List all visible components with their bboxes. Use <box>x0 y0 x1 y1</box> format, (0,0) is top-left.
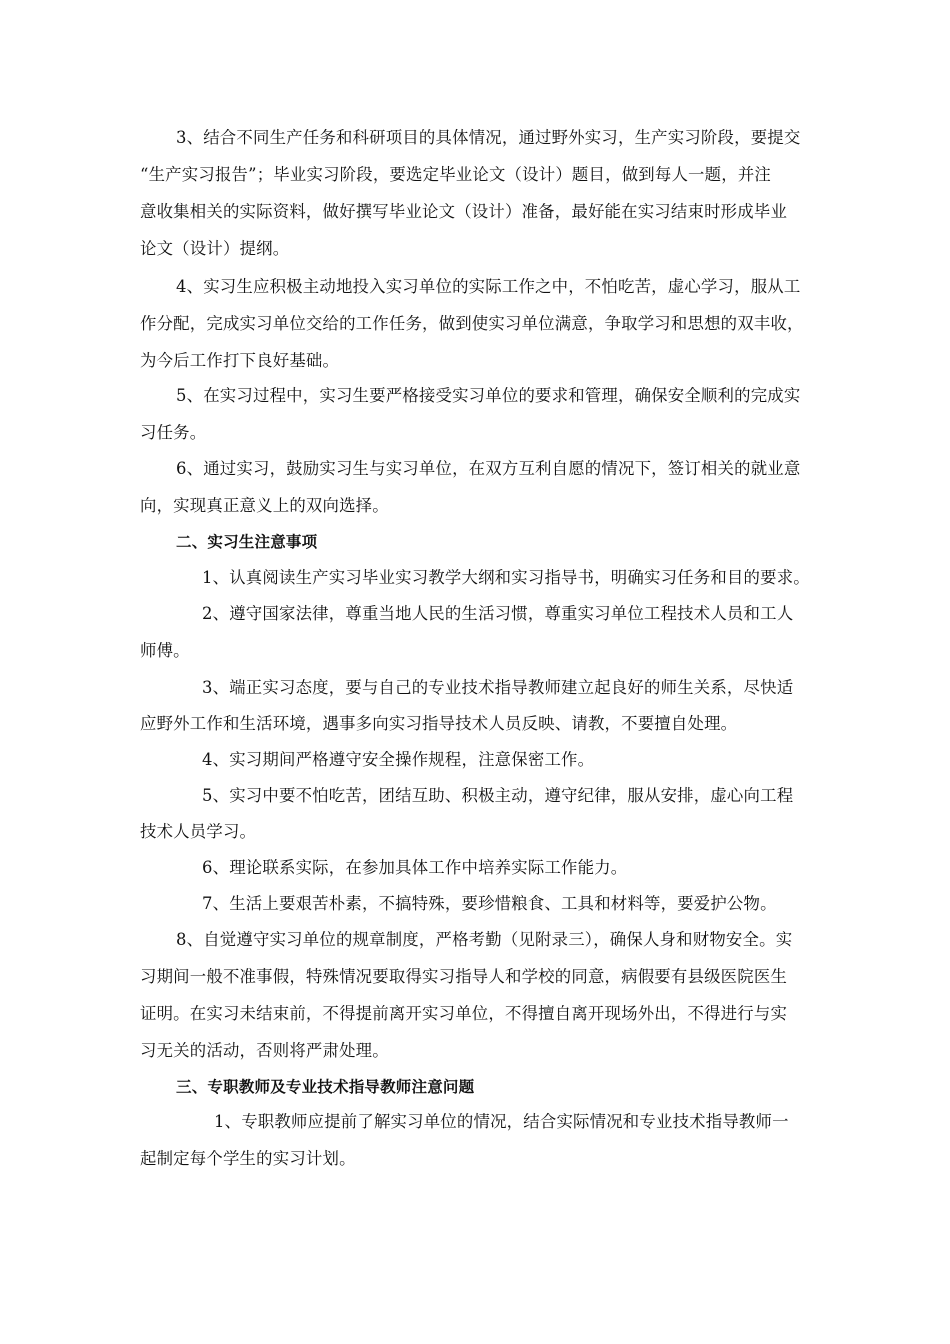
section-2-item-2-line-1: 2、遵守国家法律，尊重当地人民的生活习惯，尊重实习单位工程技术人员和工人 <box>202 604 794 623</box>
paragraph-6-line-1: 6、通过实习，鼓励实习生与实习单位，在双方互利自愿的情况下，签订相关的就业意 <box>176 459 801 478</box>
section-2-item-1: 1、认真阅读生产实习毕业实习教学大纲和实习指导书，明确实习任务和目的要求。 <box>202 568 810 587</box>
paragraph-4-line-3: 为今后工作打下良好基础。 <box>140 351 340 370</box>
section-2-item-3-line-1: 3、端正实习态度，要与自己的专业技术指导教师建立起良好的师生关系，尽快适 <box>202 678 794 697</box>
section-2-item-8-line-3: 证明。在实习未结束前，不得提前离开实习单位，不得擅自离开现场外出，不得进行与实 <box>140 1004 788 1023</box>
section-2-item-8-line-2: 习期间一般不准事假，特殊情况要取得实习指导人和学校的同意，病假要有县级医院医生 <box>140 967 788 986</box>
section-3-item-1-line-1: 1、专职教师应提前了解实习单位的情况，结合实际情况和专业技术指导教师一 <box>214 1112 789 1131</box>
section-2-item-4: 4、实习期间严格遵守安全操作规程，注意保密工作。 <box>202 750 595 769</box>
section-2-item-3-line-2: 应野外工作和生活环境，遇事多向实习指导技术人员反映、请教，不要擅自处理。 <box>140 714 738 733</box>
paragraph-3-line-1: 3、结合不同生产任务和科研项目的具体情况，通过野外实习，生产实习阶段，要提交 <box>176 128 801 147</box>
section-2-item-7: 7、生活上要艰苦朴素，不搞特殊，要珍惜粮食、工具和材料等，要爱护公物。 <box>202 894 777 913</box>
section-2-item-8-line-1: 8、自觉遵守实习单位的规章制度，严格考勤（见附录三），确保人身和财物安全。实 <box>176 930 793 949</box>
section-2-item-5-line-1: 5、实习中要不怕吃苦，团结互助、积极主动，遵守纪律，服从安排，虚心向工程 <box>202 786 794 805</box>
paragraph-3-line-4: 论文（设计）提纲。 <box>140 239 290 258</box>
paragraph-5-line-2: 习任务。 <box>140 423 207 442</box>
section-3-heading: 三、专职教师及专业技术指导教师注意问题 <box>176 1078 475 1096</box>
section-2-item-2-line-2: 师傅。 <box>140 641 190 660</box>
paragraph-6-line-2: 向，实现真正意义上的双向选择。 <box>140 496 389 515</box>
section-2-item-5-line-2: 技术人员学习。 <box>140 822 257 841</box>
section-2-item-8-line-4: 习无关的活动，否则将严肃处理。 <box>140 1041 389 1060</box>
paragraph-4-line-2: 作分配，完成实习单位交给的工作任务，做到使实习单位满意，争取学习和思想的双丰收， <box>140 314 804 333</box>
paragraph-3-line-2: “生产实习报告”；毕业实习阶段，要选定毕业论文（设计）题目，做到每人一题，并注 <box>140 165 772 184</box>
section-2-heading: 二、实习生注意事项 <box>176 533 318 551</box>
paragraph-5-line-1: 5、在实习过程中，实习生要严格接受实习单位的要求和管理，确保安全顺利的完成实 <box>176 386 801 405</box>
section-2-item-6: 6、理论联系实际，在参加具体工作中培养实际工作能力。 <box>202 858 628 877</box>
paragraph-4-line-1: 4、实习生应积极主动地投入实习单位的实际工作之中，不怕吃苦，虚心学习，服从工 <box>176 277 801 296</box>
section-3-item-1-line-2: 起制定每个学生的实习计划。 <box>140 1149 356 1168</box>
paragraph-3-line-3: 意收集相关的实际资料，做好撰写毕业论文（设计）准备，最好能在实习结束时形成毕业 <box>140 202 788 221</box>
